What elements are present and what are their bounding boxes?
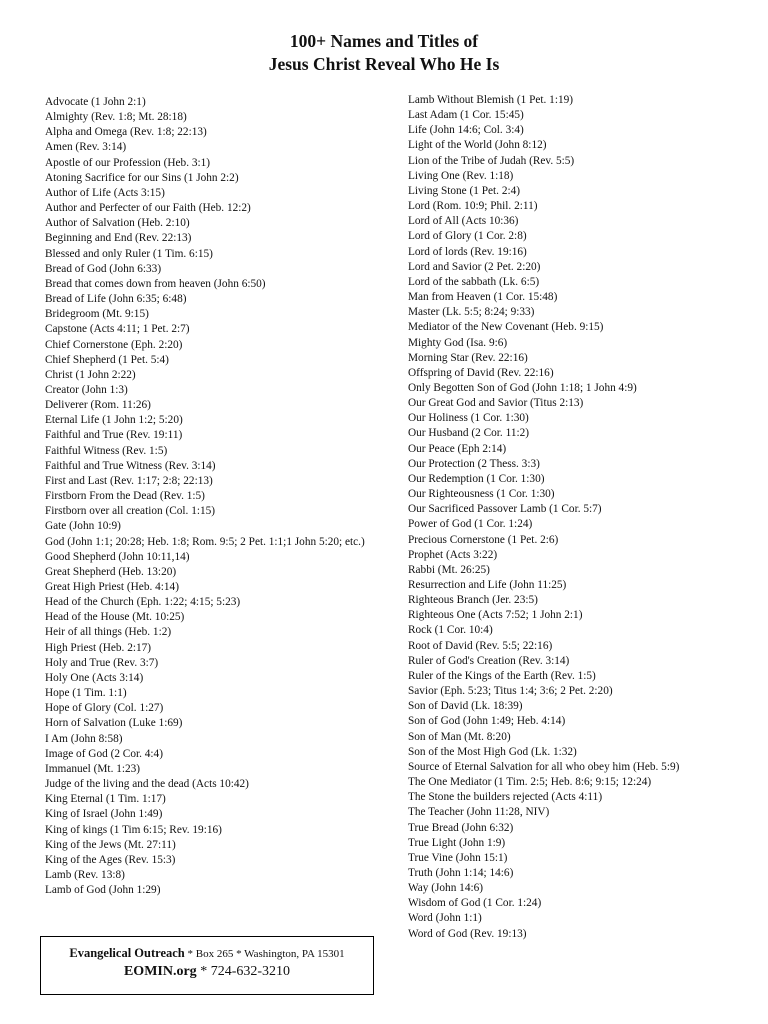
name-entry: Gate (John 10:9) [45,520,121,533]
name-entry: Way (John 14:6) [408,882,484,895]
name-entry: Resurrection and Life (John 11:25) [408,579,567,591]
name-entry: Bridegroom (Mt. 9:15) [45,308,149,321]
name-entry: Advocate (1 John 2:1) [45,96,146,108]
name-entry: Author and Perfecter of our Faith (Heb. 12:2) [45,202,251,215]
name-entry: Our Sacrificed Passover Lamb (1 Cor. 5:7) [408,503,602,516]
title-line-1: 100+ Names and Titles of [289,31,479,51]
name-entry: Morning Star (Rev. 22:16) [408,351,528,364]
name-entry: Son of Man (Mt. 8:20) [408,730,511,743]
name-entry: Chief Shepherd (1 Pet. 5:4) [45,353,169,366]
name-entry: Mediator of the New Covenant (Heb. 9:15) [408,321,604,334]
name-entry: Life (John 14:6; Col. 3:4) [408,124,524,137]
name-entry: King of kings (1 Tim 6:15; Rev. 19:16) [45,823,222,836]
names-list-left [45,95,365,898]
name-entry: Precious Cornerstone (1 Pet. 2:6) [408,533,559,546]
name-entry: Horn of Salvation (Luke 1:69) [45,717,183,730]
name-entry: The Stone the builders rejected (Acts 4:11) [408,791,603,804]
name-entry: Rabbi (Mt. 26:25) [408,563,490,576]
name-entry: Eternal Life (1 John 1:2; 5:20) [45,414,183,427]
name-entry: Apostle of our Profession (Heb. 3:1) [45,156,211,169]
name-entry: Son of God (John 1:49; Heb. 4:14) [408,715,566,728]
website-link[interactable]: EOMIN.org [123,964,197,979]
phone-number: * 724-632-3210 [196,964,291,979]
name-entry: Light of the World (John 8:12) [408,139,547,152]
name-entry: Lord of the sabbath (Lk. 6:5) [408,275,540,288]
name-entry: Ruler of the Kings of the Earth (Rev. 1:5) [408,669,596,682]
name-entry: Truth (John 1:14; 14:6) [408,866,514,879]
name-entry: Root of David (Rev. 5:5; 22:16) [408,639,553,652]
name-entry: King of Israel (John 1:49) [45,808,163,821]
name-entry: Offspring of David (Rev. 22:16) [408,366,554,379]
name-entry: Faithful Witness (Rev. 1:5) [45,444,168,457]
name-entry: Lion of the Tribe of Judah (Rev. 5:5) [408,154,575,167]
name-entry: Savior (Eph. 5:23; Titus 1:4; 3:6; 2 Pet. 2:20) [408,685,613,698]
name-entry: Head of the House (Mt. 10:25) [45,611,185,624]
name-entry: Lord and Savior (2 Pet. 2:20) [408,260,541,273]
name-entry: Source of Eternal Salvation for all who obey him (Heb. 5:9) [408,760,680,773]
name-entry: Lamb of God (John 1:29) [45,884,161,897]
name-entry: Image of God (2 Cor. 4:4) [45,747,163,760]
name-entry: Atoning Sacrifice for our Sins (1 John 2:2) [45,171,239,184]
name-entry: Our Protection (2 Thess. 3:3) [408,457,540,470]
name-entry: Heir of all things (Heb. 1:2) [45,626,172,639]
name-entry: Word of God (Rev. 19:13) [408,927,527,940]
name-entry: Power of God (1 Cor. 1:24) [408,518,533,531]
name-entry: Our Husband (2 Cor. 11:2) [408,427,530,440]
name-entry: Master (Lk. 5:5; 8:24; 9:33) [408,306,535,319]
name-entry: Son of the Most High God (Lk. 1:32) [408,745,577,758]
name-entry: Lord of lords (Rev. 19:16) [408,245,527,258]
name-entry: Lord of Glory (1 Cor. 2:8) [408,230,527,243]
name-entry: Beginning and End (Rev. 22:13) [45,232,192,245]
name-entry: Wisdom of God (1 Cor. 1:24) [408,897,542,910]
name-entry: Bread of Life (John 6:35; 6:48) [45,293,187,306]
name-entry: Firstborn over all creation (Col. 1:15) [45,505,216,518]
name-entry: Lord of All (Acts 10:36) [408,215,519,228]
name-entry: Our Righteousness (1 Cor. 1:30) [408,488,555,501]
name-entry: Holy and True (Rev. 3:7) [45,656,159,669]
name-entry: Man from Heaven (1 Cor. 15:48) [408,291,558,304]
name-entry: Word (John 1:1) [408,912,482,925]
name-entry: Hope of Glory (Col. 1:27) [45,702,164,715]
name-entry: High Priest (Heb. 2:17) [45,641,152,654]
name-entry: True Bread (John 6:32) [408,821,514,834]
name-entry: Christ (1 John 2:22) [45,368,136,381]
name-entry: Firstborn From the Dead (Rev. 1:5) [45,490,205,503]
name-entry: Amen (Rev. 3:14) [45,141,127,154]
footer-line-2 [41,964,373,980]
name-entry: Author of Life (Acts 3:15) [45,186,165,199]
name-entry: Our Peace (Eph 2:14) [408,442,507,455]
contact-footer [40,936,374,995]
org-name: Evangelical Outreach [69,946,185,960]
name-entry: Living Stone (1 Pet. 2:4) [408,184,521,197]
name-entry: Bread that comes down from heaven (John 6:50) [45,277,266,290]
name-entry: King Eternal (1 Tim. 1:17) [45,793,166,806]
name-entry: I Am (John 8:58) [45,732,123,745]
name-entry: Creator (John 1:3) [45,383,128,396]
name-entry: Lamb Without Blemish (1 Pet. 1:19) [408,94,574,106]
name-entry: Judge of the living and the dead (Acts 10:42) [45,778,249,791]
title-line-2: Jesus Christ Reveal Who He Is [268,54,500,74]
names-list-right [408,93,748,942]
name-entry: Chief Cornerstone (Eph. 2:20) [45,338,183,351]
org-address: * Box 265 * Washington, PA 15301 [184,948,345,960]
name-entry: Deliverer (Rom. 11:26) [45,399,151,412]
name-entry: Capstone (Acts 4:11; 1 Pet. 2:7) [45,323,190,336]
name-entry: King of the Ages (Rev. 15:3) [45,853,176,866]
name-entry: The One Mediator (1 Tim. 2:5; Heb. 8:6; 9:15; 12:24) [408,776,652,789]
name-entry: Son of David (Lk. 18:39) [408,700,523,713]
name-entry: Prophet (Acts 3:22) [408,548,498,561]
name-entry: Head of the Church (Eph. 1:22; 4:15; 5:23) [45,596,241,609]
name-entry: Ruler of God's Creation (Rev. 3:14) [408,654,570,667]
name-entry: Our Great God and Savior (Titus 2:13) [408,397,584,410]
name-entry: Lamb (Rev. 13:8) [45,868,125,881]
name-entry: First and Last (Rev. 1:17; 2:8; 22:13) [45,474,213,487]
name-entry: Only Begotten Son of God (John 1:18; 1 John 4:9) [408,381,637,394]
name-entry: Righteous One (Acts 7:52; 1 John 2:1) [408,609,583,622]
name-entry: Living One (Rev. 1:18) [408,169,514,182]
name-entry: The Teacher (John 11:28, NIV) [408,806,550,819]
name-entry: Great High Priest (Heb. 4:14) [45,581,179,593]
name-entry: Righteous Branch (Jer. 23:5) [408,594,538,607]
name-entry: Good Shepherd (John 10:11,14) [45,550,190,563]
name-entry: Our Holiness (1 Cor. 1:30) [408,412,529,425]
document-title [0,30,768,76]
footer-line-1 [41,946,373,961]
name-entry: God (John 1:1; 20:28; Heb. 1:8; Rom. 9:5; 2 Pet. 1:1;1 John 5:20; etc.) [45,535,365,548]
name-entry: Mighty God (Isa. 9:6) [408,336,508,349]
name-entry: Lord (Rom. 10:9; Phil. 2:11) [408,200,538,213]
name-entry: True Vine (John 15:1) [408,851,508,864]
name-entry: Bread of God (John 6:33) [45,262,162,275]
name-entry: King of the Jews (Mt. 27:11) [45,838,176,851]
name-entry: Author of Salvation (Heb. 2:10) [45,217,190,230]
name-entry: Almighty (Rev. 1:8; Mt. 28:18) [45,111,187,124]
name-entry: Great Shepherd (Heb. 13:20) [45,565,177,578]
name-entry: Rock (1 Cor. 10:4) [408,624,493,637]
name-entry: Our Redemption (1 Cor. 1:30) [408,472,545,485]
name-entry: Alpha and Omega (Rev. 1:8; 22:13) [45,126,207,139]
name-entry: Faithful and True Witness (Rev. 3:14) [45,459,216,472]
name-entry: Last Adam (1 Cor. 15:45) [408,109,524,122]
name-entry: Blessed and only Ruler (1 Tim. 6:15) [45,247,213,260]
name-entry: True Light (John 1:9) [408,836,506,849]
name-entry: Immanuel (Mt. 1:23) [45,762,141,775]
name-entry: Hope (1 Tim. 1:1) [45,687,127,700]
name-entry: Holy One (Acts 3:14) [45,671,144,684]
name-entry: Faithful and True (Rev. 19:11) [45,429,183,442]
